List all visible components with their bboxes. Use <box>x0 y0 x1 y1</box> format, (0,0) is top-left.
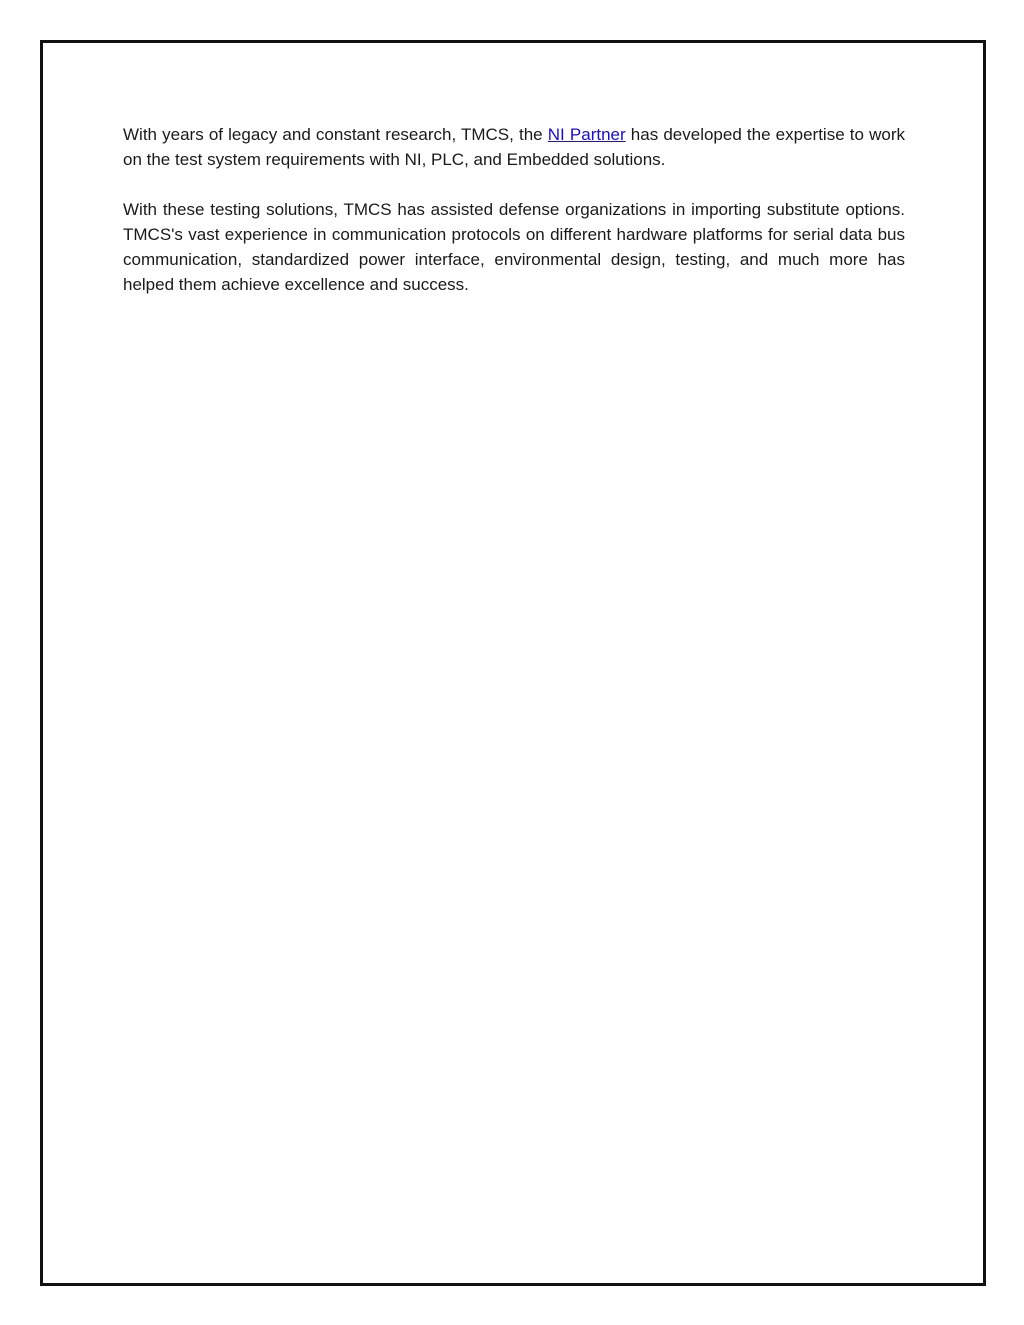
paragraph-intro-text-start: With years of legacy and constant research, TMCS, the <box>123 125 548 144</box>
document-body <box>123 123 905 323</box>
paragraph-intro-text-end: has developed the expertise to work on the test system requirements with NI, PLC, and Embedded solutions. <box>123 125 905 169</box>
paragraph-solutions: With these testing solutions, TMCS has assisted defense organizations in importing substitute options. TMCS's vast experience in communication protocols on different hardware platforms for serial data bus communication, standardized power interface, environmental design, testing, and much more has helped them achieve excellence and success. <box>123 200 905 294</box>
paragraph-intro <box>123 123 905 172</box>
ni-partner-link[interactable]: NI Partner <box>547 125 626 144</box>
page-frame <box>40 40 986 1286</box>
